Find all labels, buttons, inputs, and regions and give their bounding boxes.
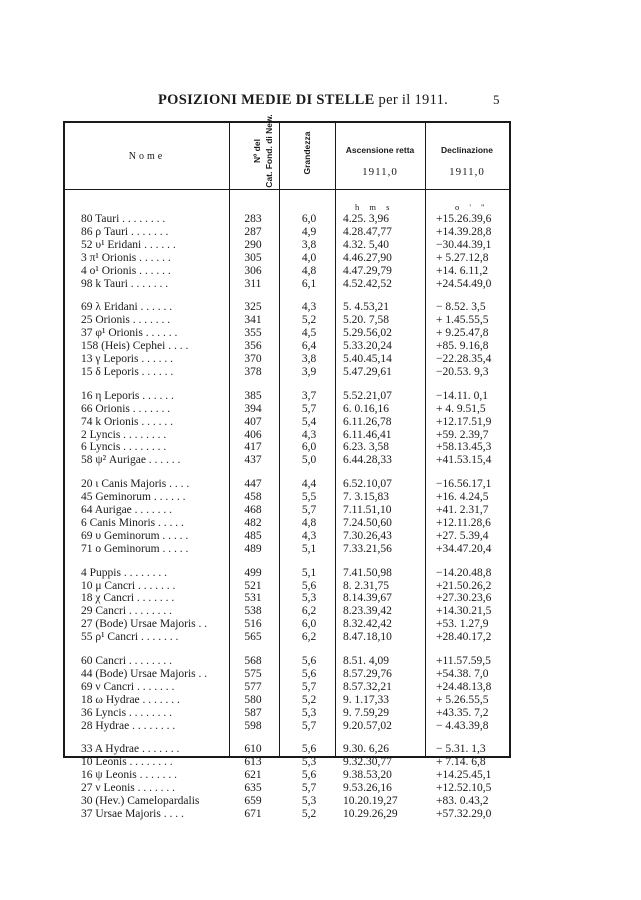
star-name: 69 ν Cancri . . . . . . . [81, 680, 175, 693]
right-ascension: 8.51. 4,09 [343, 655, 389, 667]
star-name: 28 Hydrae . . . . . . . . [81, 719, 176, 732]
table-row [65, 543, 509, 556]
magnitude: 3,8 [301, 238, 317, 251]
star-name: 6 Lyncis . . . . . . . . [81, 441, 167, 454]
magnitude: 6,4 [301, 340, 317, 353]
declination: −22.28.35,4 [436, 353, 492, 365]
catalog-number: 580 [244, 693, 262, 706]
right-ascension: 8. 2.31,75 [343, 579, 389, 592]
right-ascension: 4.52.42,52 [343, 277, 392, 290]
magnitude: 5,0 [301, 454, 317, 467]
right-ascension: 8.57.32,21 [343, 680, 392, 693]
catalog-number: 283 [244, 213, 262, 225]
declination: +41.53.15,4 [436, 454, 492, 467]
magnitude: 5,3 [301, 706, 317, 719]
catalog-number: 575 [244, 667, 262, 680]
right-ascension: 9.38.53,20 [343, 769, 392, 782]
right-ascension: 7.33.21,56 [343, 542, 392, 555]
star-name: 80 Tauri . . . . . . . . [81, 213, 166, 225]
star-name: 25 Orionis . . . . . . . [81, 314, 171, 327]
magnitude: 5,2 [301, 807, 317, 820]
declination: + 1.45.55,5 [436, 314, 489, 327]
catalog-number: 485 [244, 529, 262, 542]
magnitude: 4,8 [301, 264, 317, 277]
right-ascension: 4.32. 5,40 [343, 238, 389, 251]
catalog-number: 305 [244, 251, 262, 264]
catalog-number: 341 [244, 314, 262, 327]
table-row [65, 416, 509, 429]
declination: + 5.26.55,5 [436, 693, 489, 706]
table-row [65, 314, 509, 327]
right-ascension: 5.33.20,24 [343, 340, 392, 353]
magnitude: 5,7 [301, 719, 317, 732]
star-name: 27 ν Leonis . . . . . . . [81, 782, 175, 795]
magnitude: 6,0 [301, 618, 317, 631]
magnitude: 5,3 [301, 756, 317, 769]
declination: +54.38. 7,0 [436, 667, 489, 680]
declination: +57.32.29,0 [436, 807, 492, 820]
declination: − 5.31. 1,3 [436, 743, 486, 756]
catalog-number: 447 [244, 478, 262, 491]
star-name: 15 δ Leporis . . . . . . [81, 365, 174, 378]
star-name: 60 Cancri . . . . . . . . [81, 655, 173, 667]
declination: +83. 0.43,2 [436, 795, 489, 807]
catalog-number: 516 [244, 618, 262, 631]
magnitude: 3,7 [301, 389, 317, 402]
declination: +24.48.13,8 [436, 680, 492, 693]
table-row [65, 530, 509, 543]
catalog-number: 482 [244, 516, 262, 529]
right-ascension: 7.41.50,98 [343, 566, 392, 579]
right-ascension: 9.53.26,16 [343, 782, 392, 795]
table-row [65, 429, 509, 442]
magnitude: 4,8 [301, 516, 317, 529]
table-row [65, 441, 509, 454]
right-ascension: 9.20.57,02 [343, 719, 392, 732]
right-ascension: 5.20. 7,58 [343, 314, 389, 327]
declination: + 7.14. 6,8 [436, 756, 486, 769]
star-name: 4 Puppis . . . . . . . . [81, 566, 167, 579]
catalog-number: 370 [244, 353, 262, 365]
table-row [65, 252, 509, 265]
catalog-number: 356 [244, 340, 262, 353]
declination: +14.30.21,5 [436, 605, 492, 618]
table-row [65, 808, 509, 821]
table-row [65, 491, 509, 504]
magnitude: 5,5 [301, 491, 317, 504]
catalog-number: 287 [244, 225, 262, 238]
magnitude: 4,4 [301, 478, 317, 491]
magnitude: 5,6 [301, 655, 317, 667]
declination: −30.44.39,1 [436, 238, 492, 251]
declination: +27.30.23,6 [436, 592, 492, 605]
right-ascension: 9.32.30,77 [343, 756, 392, 769]
magnitude: 5,6 [301, 579, 317, 592]
magnitude: 5,1 [301, 566, 317, 579]
right-ascension: 8.57.29,76 [343, 667, 392, 680]
star-name: 18 χ Cancri . . . . . . . [81, 592, 175, 605]
star-name: 33 A Hydrae . . . . . . . [81, 743, 180, 756]
star-name: 55 ρ¹ Cancri . . . . . . . [81, 631, 179, 644]
table-row [65, 782, 509, 795]
right-ascension: 10.20.19,27 [343, 795, 398, 807]
table-row [65, 694, 509, 707]
magnitude: 4,9 [301, 225, 317, 238]
header-magnitude: Grandezza [302, 131, 312, 175]
right-ascension: 5.52.21,07 [343, 389, 392, 402]
magnitude: 5,6 [301, 743, 317, 756]
magnitude: 5,3 [301, 592, 317, 605]
declination: +43.35. 7,2 [436, 706, 489, 719]
declination: − 8.52. 3,5 [436, 301, 486, 314]
star-name: 69 λ Eridani . . . . . . [81, 301, 173, 314]
star-name: 6 Canis Minoris . . . . . [81, 516, 184, 529]
magnitude: 4,3 [301, 428, 317, 441]
catalog-number: 621 [244, 769, 262, 782]
declination: +41. 2.31,7 [436, 504, 489, 516]
star-name: 158 (Heis) Cephei . . . . [81, 340, 189, 353]
declination: +11.57.59,5 [436, 655, 491, 667]
page-title-caps: POSIZIONI MEDIE DI STELLE [158, 92, 375, 108]
right-ascension: 9.30. 6,26 [343, 743, 389, 756]
declination: +28.40.17,2 [436, 631, 492, 644]
table-row [65, 340, 509, 353]
catalog-number: 355 [244, 327, 262, 340]
table-row [65, 668, 509, 681]
header-ra: Ascensione retta [345, 145, 415, 155]
header-dec: Declinazione [441, 145, 493, 155]
catalog-number: 458 [244, 491, 262, 504]
table-row [65, 301, 509, 314]
right-ascension: 5.29.56,02 [343, 327, 392, 340]
right-ascension: 4.28.47,77 [343, 225, 392, 238]
table-row [65, 618, 509, 631]
page-header [0, 92, 641, 112]
catalog-number: 587 [244, 706, 262, 719]
right-ascension: 6.44.28,33 [343, 454, 392, 467]
table-row [65, 390, 509, 403]
magnitude: 5,7 [301, 504, 317, 516]
star-name: 69 υ Geminorum . . . . . [81, 529, 189, 542]
table-row [65, 353, 509, 366]
magnitude: 6,1 [301, 277, 317, 290]
magnitude: 5,7 [301, 782, 317, 795]
table-row [65, 278, 509, 291]
table-row [65, 478, 509, 491]
star-name: 10 Leonis . . . . . . . . [81, 756, 173, 769]
table-row [65, 265, 509, 278]
right-ascension: 8.14.39,67 [343, 592, 392, 605]
magnitude: 6,0 [301, 213, 317, 225]
star-name: 16 η Leporis . . . . . . [81, 389, 174, 402]
catalog-number: 531 [244, 592, 262, 605]
star-name: 58 ψ² Aurigae . . . . . . [81, 454, 181, 467]
right-ascension: 4.25. 3,96 [343, 213, 389, 225]
declination: −14.20.48,8 [436, 566, 492, 579]
catalog-number: 613 [244, 756, 262, 769]
declination: +34.47.20,4 [436, 542, 492, 555]
declination: + 4. 9.51,5 [436, 402, 486, 415]
catalog-number: 311 [244, 277, 262, 290]
magnitude: 4,3 [301, 529, 317, 542]
magnitude: 5,7 [301, 402, 317, 415]
magnitude: 3,8 [301, 353, 317, 365]
magnitude: 6,2 [301, 631, 317, 644]
page-title [158, 92, 448, 109]
catalog-number: 406 [244, 428, 262, 441]
declination: +12.11.28,6 [436, 516, 491, 529]
declination: +59. 2.39,7 [436, 428, 489, 441]
magnitude: 4,5 [301, 327, 317, 340]
star-name: 37 φ¹ Orionis . . . . . . [81, 327, 178, 340]
table-row [65, 327, 509, 340]
header-dec-epoch: 1911,0 [449, 166, 485, 178]
right-ascension: 7.30.26,43 [343, 529, 392, 542]
header-name: Nome [128, 151, 166, 162]
right-ascension: 6.52.10,07 [343, 478, 392, 491]
star-name: 37 Ursae Majoris . . . . [81, 807, 184, 820]
right-ascension: 10.29.26,29 [343, 807, 398, 820]
star-name: 4 ο¹ Orionis . . . . . . [81, 264, 171, 277]
table-row [65, 504, 509, 517]
declination: +14.39.28,8 [436, 225, 492, 238]
catalog-number: 499 [244, 566, 262, 579]
table-row [65, 226, 509, 239]
page-number: 5 [493, 92, 500, 107]
table-row [65, 592, 509, 605]
page-title-tail: per il 1911. [378, 92, 449, 108]
declination: +12.52.10,5 [436, 782, 492, 795]
star-name: 64 Aurigae . . . . . . . [81, 504, 173, 516]
declination: + 9.25.47,8 [436, 327, 489, 340]
catalog-number: 659 [244, 795, 262, 807]
table-row [65, 605, 509, 618]
star-name: 20 ι Canis Majoris . . . . [81, 478, 190, 491]
declination: +14. 6.11,2 [436, 264, 489, 277]
right-ascension: 6. 0.16,16 [343, 402, 389, 415]
magnitude: 6,0 [301, 441, 317, 454]
table-row [65, 769, 509, 782]
declination: −14.11. 0,1 [436, 389, 489, 402]
declination: −16.56.17,1 [436, 478, 492, 491]
declination: +14.25.45,1 [436, 769, 492, 782]
table-row [65, 517, 509, 530]
magnitude: 5,6 [301, 769, 317, 782]
star-name: 36 Lyncis . . . . . . . . [81, 706, 173, 719]
right-ascension: 6.11.46,41 [343, 428, 392, 441]
magnitude: 5,2 [301, 314, 317, 327]
magnitude: 6,2 [301, 605, 317, 618]
star-name: 29 Cancri . . . . . . . . [81, 605, 173, 618]
star-name: 3 π¹ Orionis . . . . . . [81, 251, 171, 264]
table-row [65, 454, 509, 467]
star-name: 2 Lyncis . . . . . . . . [81, 428, 167, 441]
right-ascension: 6.11.26,78 [343, 415, 392, 428]
catalog-number: 325 [244, 301, 262, 314]
table-row [65, 681, 509, 694]
declination: +27. 5.39,4 [436, 529, 489, 542]
star-name: 10 μ Cancri . . . . . . . [81, 579, 176, 592]
star-name: 27 (Bode) Ursae Majoris . . [81, 618, 208, 631]
declination: +53. 1.27,9 [436, 618, 489, 631]
right-ascension: 4.46.27,90 [343, 251, 392, 264]
table-row [65, 239, 509, 252]
catalog-number: 521 [244, 579, 262, 592]
header-divider [65, 189, 509, 190]
declination: +85. 9.16,8 [436, 340, 489, 353]
star-name: 30 (Hev.) Camelopardalis [81, 795, 200, 807]
declination: +15.26.39,6 [436, 213, 492, 225]
star-name: 66 Orionis . . . . . . . [81, 402, 171, 415]
declination: − 4.43.39,8 [436, 719, 489, 732]
star-name: 13 γ Leporis . . . . . . [81, 353, 173, 365]
star-name: 86 ρ Tauri . . . . . . . [81, 225, 169, 238]
star-name: 16 ψ Leonis . . . . . . . [81, 769, 177, 782]
dec-units: o ' " [455, 202, 489, 212]
catalog-number: 417 [244, 441, 262, 454]
right-ascension: 8.32.42,42 [343, 618, 392, 631]
catalog-number: 635 [244, 782, 262, 795]
declination: +58.13.45,3 [436, 441, 492, 454]
right-ascension: 8.47.18,10 [343, 631, 392, 644]
catalog-number: 378 [244, 365, 262, 378]
right-ascension: 7.11.51,10 [343, 504, 392, 516]
magnitude: 5,3 [301, 795, 317, 807]
table-row [65, 655, 509, 668]
declination: +12.17.51,9 [436, 415, 492, 428]
star-name: 18 ω Hydrae . . . . . . . [81, 693, 180, 706]
star-name: 44 (Bode) Ursae Majoris . . [81, 667, 208, 680]
table-row [65, 720, 509, 733]
declination: + 5.27.12,8 [436, 251, 489, 264]
star-name: 52 υ¹ Eridani . . . . . . [81, 238, 176, 251]
right-ascension: 6.23. 3,58 [343, 441, 389, 454]
star-name: 71 ο Geminorum . . . . . [81, 542, 189, 555]
catalog-number: 538 [244, 605, 262, 618]
catalog-number: 598 [244, 719, 262, 732]
star-name: 45 Geminorum . . . . . . [81, 491, 186, 504]
magnitude: 4,3 [301, 301, 317, 314]
header-catalog-line2: Cat. Fond. di New. [264, 114, 274, 188]
magnitude: 5,4 [301, 415, 317, 428]
magnitude: 5,2 [301, 693, 317, 706]
header-catalog-line1: Nº del [252, 139, 262, 163]
catalog-number: 577 [244, 680, 262, 693]
right-ascension: 8.23.39,42 [343, 605, 392, 618]
star-name: 74 k Orionis . . . . . . [81, 415, 173, 428]
catalog-number: 610 [244, 743, 262, 756]
magnitude: 5,6 [301, 667, 317, 680]
magnitude: 5,7 [301, 680, 317, 693]
catalog-number: 306 [244, 264, 262, 277]
right-ascension: 5.47.29,61 [343, 365, 392, 378]
star-name: 98 k Tauri . . . . . . . [81, 277, 169, 290]
catalog-number: 394 [244, 402, 262, 415]
star-positions-table [63, 114, 511, 820]
table-row [65, 795, 509, 808]
table-row [65, 567, 509, 580]
catalog-number: 671 [244, 807, 262, 820]
declination: +21.50.26,2 [436, 579, 492, 592]
table-row [65, 580, 509, 593]
catalog-number: 290 [244, 238, 262, 251]
catalog-number: 385 [244, 389, 262, 402]
catalog-number: 489 [244, 542, 262, 555]
magnitude: 4,0 [301, 251, 317, 264]
declination: +16. 4.24,5 [436, 491, 489, 504]
table-row [65, 366, 509, 379]
table-row [65, 743, 509, 756]
table-row [65, 756, 509, 769]
magnitude: 5,1 [301, 542, 317, 555]
catalog-number: 437 [244, 454, 262, 467]
header-ra-epoch: 1911,0 [362, 166, 398, 178]
catalog-number: 468 [244, 504, 262, 516]
table-row [65, 631, 509, 644]
table-row [65, 403, 509, 416]
right-ascension: 9. 7.59,29 [343, 706, 389, 719]
right-ascension: 9. 1.17,33 [343, 693, 389, 706]
right-ascension: 7.24.50,60 [343, 516, 392, 529]
catalog-number: 565 [244, 631, 262, 644]
declination: −20.53. 9,3 [436, 365, 489, 378]
catalog-number: 407 [244, 415, 262, 428]
table-row [65, 707, 509, 720]
ra-units: h m s [355, 202, 394, 212]
right-ascension: 5. 4.53,21 [343, 301, 389, 314]
table-row [65, 213, 509, 226]
right-ascension: 7. 3.15,83 [343, 491, 389, 504]
magnitude: 3,9 [301, 365, 317, 378]
catalog-number: 568 [244, 655, 262, 667]
right-ascension: 4.47.29,79 [343, 264, 392, 277]
declination: +24.54.49,0 [436, 277, 492, 290]
right-ascension: 5.40.45,14 [343, 353, 392, 365]
